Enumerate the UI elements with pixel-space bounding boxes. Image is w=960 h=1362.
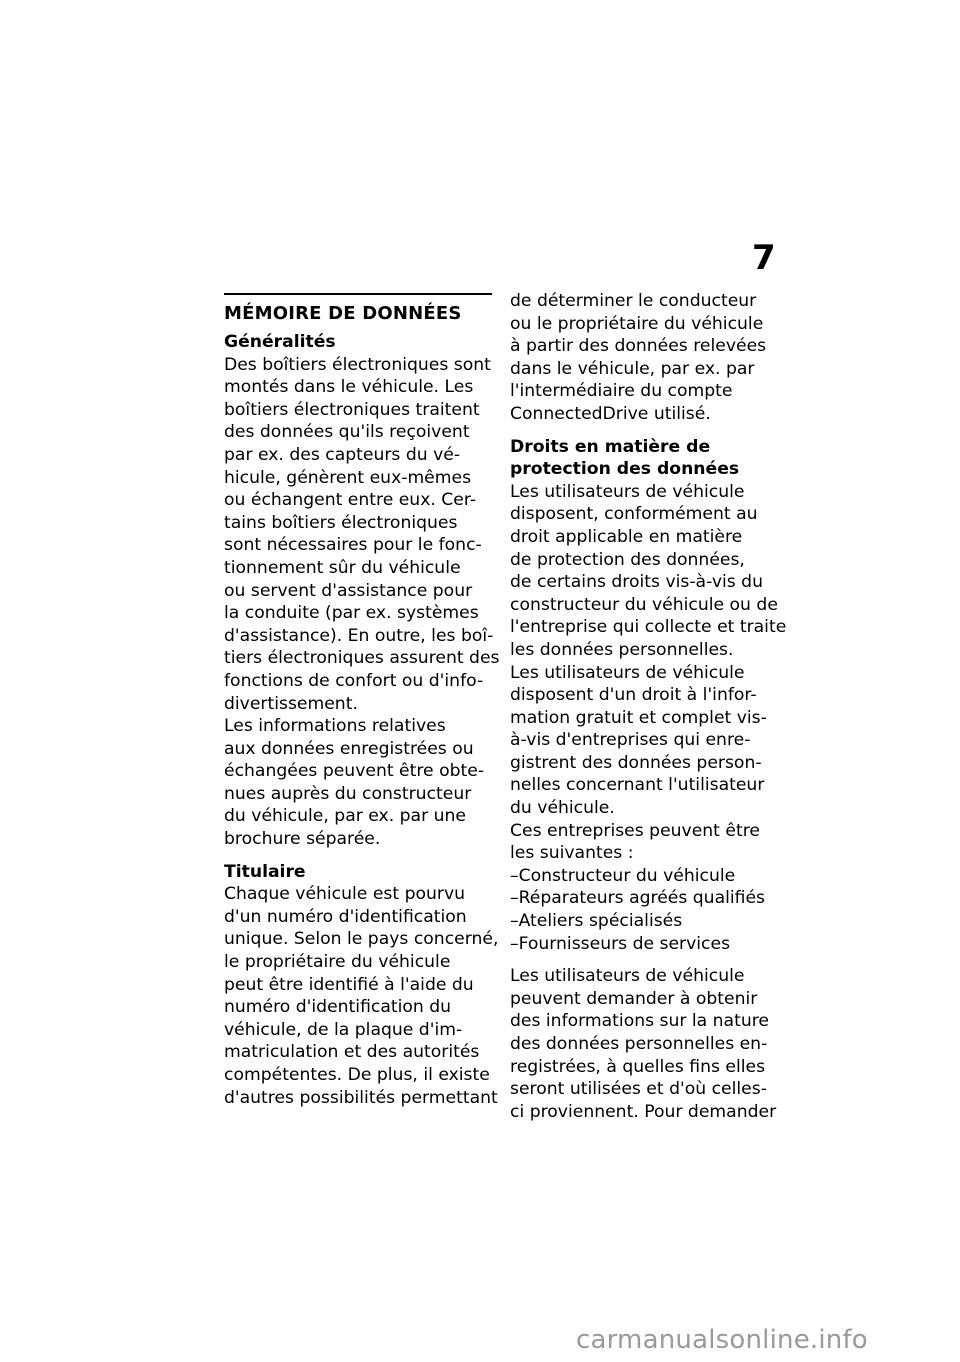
text-line: Ces entreprises peuvent être (510, 820, 760, 841)
text-line: Les utilisateurs de véhicule (510, 966, 745, 987)
list-item: –Constructeur du véhicule (510, 865, 736, 886)
subheading-droits-1: Droits en matière de (510, 436, 711, 457)
text-line: du véhicule. (510, 798, 615, 819)
text-line: les suivantes : (510, 843, 634, 864)
text-line: registrées, à quelles fins elles (510, 1056, 766, 1077)
paragraph-entreprises (510, 820, 780, 865)
company-list (510, 865, 780, 955)
text-line: des informations sur la nature (510, 1011, 769, 1032)
text-line: matriculation et des autorités (224, 1042, 480, 1063)
text-line: disposent d'un droit à l'infor- (510, 685, 757, 706)
text-line: Les utilisateurs de véhicule (510, 481, 745, 502)
list-item: –Ateliers spécialisés (510, 911, 683, 932)
text-line: montés dans le véhicule. Les (224, 377, 474, 398)
text-line: d'autres possibilités permettant (224, 1087, 498, 1108)
text-line: échangées peuvent être obte- (224, 761, 485, 782)
paragraph-titulaire (224, 883, 499, 1109)
subheading-generalites: Généralités (224, 332, 336, 352)
text-line: constructeur du véhicule ou de (510, 594, 778, 615)
subheading-droits-2: protection des données (510, 459, 740, 480)
text-line: à partir des données relevées (510, 336, 767, 357)
paragraph-generalites (224, 354, 500, 716)
text-line: par ex. des capteurs du vé- (224, 444, 461, 465)
text-line: du véhicule, par ex. par une (224, 806, 466, 827)
text-line: la conduite (par ex. systèmes (224, 603, 479, 624)
text-line: ou servent d'assistance pour (224, 580, 473, 601)
text-line: des données qu'ils reçoivent (224, 422, 470, 443)
text-line: fonctions de confort ou d'info- (224, 670, 484, 691)
text-line: divertissement. (224, 693, 358, 714)
text-line: ou échangent entre eux. Cer- (224, 490, 477, 511)
text-line: l'intermédiaire du compte (510, 381, 733, 402)
text-line: disposent, conformément au (510, 504, 758, 525)
text-line: ConnectedDrive utilisé. (510, 403, 711, 424)
text-line: Les utilisateurs de véhicule (510, 662, 745, 683)
text-line: Les informations relatives (224, 716, 446, 737)
right-column (510, 290, 787, 1123)
left-column (224, 290, 500, 1109)
paragraph-demande (510, 965, 780, 1123)
text-line: des données personnelles en- (510, 1034, 768, 1054)
list-item: –Fournisseurs de services (510, 933, 731, 954)
paragraph-informations (224, 715, 492, 851)
text-line: tains boîtiers électroniques (224, 512, 458, 533)
text-line: le propriétaire du véhicule (224, 952, 451, 973)
text-line: Chaque véhicule est pourvu (224, 884, 466, 905)
text-line: mation gratuit et complet vis- (510, 707, 767, 728)
text-line: les données personnelles. (510, 639, 734, 660)
list-item: –Réparateurs agréés qualifiés (510, 888, 766, 909)
text-line: dans le véhicule, par ex. par (510, 358, 755, 379)
section-rule (224, 293, 492, 295)
text-line: droit applicable en matière (510, 526, 743, 547)
text-line: boîtiers électroniques traitent (224, 399, 480, 420)
paragraph-continuation (510, 290, 780, 426)
subheading-titulaire: Titulaire (224, 861, 306, 882)
text-line: unique. Selon le pays concerné, (224, 929, 499, 950)
text-line: gistrent des données person- (510, 752, 762, 773)
text-line: seront utilisées et d'où celles- (510, 1079, 767, 1100)
text-line: l'entreprise qui collecte et traite (510, 617, 787, 638)
text-line: ou le propriétaire du véhicule (510, 313, 764, 334)
text-line: ci proviennent. Pour demander (510, 1101, 777, 1122)
text-line: de certains droits vis-à-vis du (510, 572, 763, 593)
text-line: tionnement sûr du véhicule (224, 557, 461, 578)
text-line: de déterminer le conducteur (510, 291, 757, 311)
text-line: peut être identifié à l'aide du (224, 974, 474, 995)
paragraph-droits (510, 481, 787, 662)
text-line: de protection des données, (510, 549, 745, 570)
section-title: MÉMOIRE DE DONNÉES (224, 303, 462, 324)
text-line: aux données enregistrées ou (224, 738, 474, 759)
watermark-text: carmanualsonline.info (576, 1325, 868, 1355)
paragraph-droit-information (510, 662, 780, 820)
text-line: nelles concernant l'utilisateur (510, 775, 765, 796)
text-line: peuvent demander à obtenir (510, 988, 758, 1009)
text-line: Des boîtiers électroniques sont (224, 354, 491, 375)
text-line: véhicule, de la plaque d'im- (224, 1019, 463, 1040)
page-number: 7 (752, 238, 776, 278)
text-line: tiers électroniques assurent des (224, 648, 500, 669)
text-line: d'assistance). En outre, les boî- (224, 625, 494, 646)
text-line: compétentes. De plus, il existe (224, 1065, 490, 1085)
text-line: numéro d'identification du (224, 997, 452, 1018)
text-line: sont nécessaires pour le fonc- (224, 535, 482, 556)
text-line: d'un numéro d'identification (224, 906, 467, 927)
text-line: à-vis d'entreprises qui enre- (510, 730, 751, 751)
text-line: nues auprès du constructeur (224, 783, 472, 804)
text-line: brochure séparée. (224, 829, 381, 850)
text-line: hicule, génèrent eux-mêmes (224, 467, 472, 488)
